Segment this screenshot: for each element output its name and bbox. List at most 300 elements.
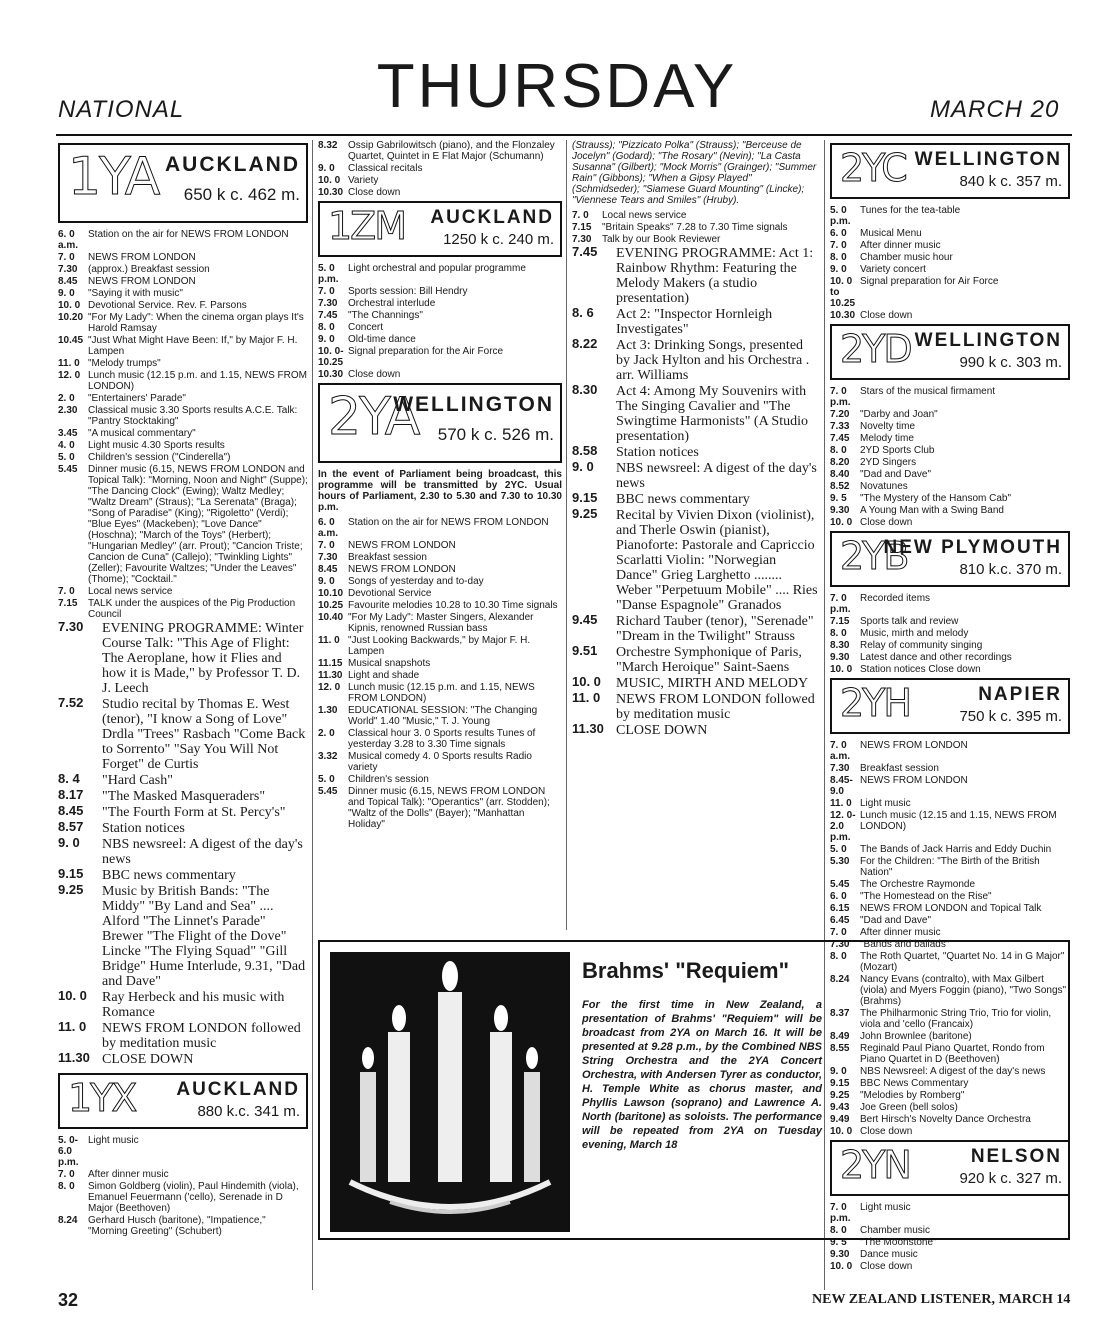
program-time: 8. 0 — [830, 445, 847, 456]
program-time: 7. 0 p.m. — [830, 593, 851, 615]
program-time: 10. 0 to 10.25 — [830, 276, 856, 309]
program-description: BBC News Commentary — [860, 1078, 969, 1089]
station-frequency: 810 k.c. 370 m. — [959, 561, 1062, 578]
program-entry — [830, 481, 1070, 492]
program-description: Songs of yesterday and to-day — [348, 576, 484, 587]
program-time: 8.45 — [318, 564, 338, 575]
program-description: Devotional Service. Rev. F. Parsons — [88, 300, 247, 311]
program-time: 8.24 — [58, 1215, 78, 1226]
program-time: 8.52 — [830, 481, 850, 492]
program-description: Children's session — [348, 774, 429, 785]
program-time: 10.30 — [318, 369, 344, 380]
program-time: 9. 5 — [830, 493, 847, 504]
program-entry — [318, 163, 562, 174]
program-entry — [318, 635, 562, 657]
column-1 — [58, 140, 308, 1280]
program-time: 8.45 — [58, 276, 78, 287]
program-time: 5. 0 p.m. — [830, 205, 851, 227]
program-description: Classical hour 3. 0 Sports results Tunes of yesterday 3.28 to 3.30 Time signals — [348, 728, 536, 750]
program-description: NEWS FROM LONDON followed by meditation music — [102, 1021, 301, 1051]
program-time: 7.30 — [830, 763, 850, 774]
program-entry — [58, 773, 308, 788]
program-description: NBS newsreel: A digest of the day's news — [102, 837, 303, 867]
program-time: 5. 0-6.0 p.m. — [58, 1135, 79, 1168]
column-divider — [566, 140, 567, 930]
program-description: Melody time — [860, 433, 914, 444]
program-entry — [830, 775, 1070, 797]
program-list — [58, 1135, 308, 1237]
station-city: NELSON — [970, 1146, 1062, 1167]
program-time: 10. 0 — [830, 1261, 853, 1272]
station-box-1zm — [318, 201, 562, 257]
program-description: Variety — [348, 175, 379, 186]
station-city: WELLINGTON — [393, 393, 554, 416]
program-time: 10.30 — [830, 310, 856, 321]
page-number: 32 — [58, 1290, 79, 1310]
program-entry — [58, 884, 308, 989]
program-time: 5.45 — [58, 464, 78, 475]
program-time: 10.20 — [58, 312, 84, 323]
program-entry — [830, 421, 1070, 432]
program-time: 11.30 — [318, 670, 343, 681]
program-description: The Philharmonic String Trio, Trio for violin, viola and 'cello (Francaix) — [860, 1008, 1052, 1030]
program-description: "Darby and Joan" — [860, 409, 938, 420]
program-time: 7.45 — [318, 310, 338, 321]
program-entry — [58, 1135, 308, 1168]
station-box-2ya — [318, 383, 562, 463]
program-description: NBS Newsreel: A digest of the day's news — [860, 1066, 1046, 1077]
program-description: Close down — [348, 187, 401, 198]
program-time: 7.45 — [830, 433, 850, 444]
station-frequency: 920 k c. 327 m. — [959, 1170, 1062, 1187]
program-list — [830, 205, 1070, 321]
program-time: 8.30 — [830, 640, 850, 651]
program-time: 10. 0-10.25 — [318, 346, 344, 368]
program-time: 10. 0 — [58, 988, 87, 1003]
program-entry — [58, 1021, 308, 1051]
program-entry — [572, 234, 820, 245]
program-description: "Bands and ballads" — [860, 939, 950, 950]
publication-footer: NEW ZEALAND LISTENER, MARCH 14 — [812, 1292, 1071, 1307]
program-description: Gerhard Husch (baritone), "Impatience," "Morning Greeting" (Schubert) — [88, 1215, 266, 1237]
program-time: 7.30 — [318, 298, 338, 309]
program-entry — [830, 891, 1070, 902]
station-frequency: 650 k c. 462 m. — [183, 185, 300, 204]
program-entry — [58, 300, 308, 311]
program-time: 7.15 — [830, 616, 850, 627]
program-time: 9. 0 — [318, 576, 335, 587]
program-time: 9. 0 — [58, 835, 80, 850]
program-entry — [830, 228, 1070, 239]
program-entry — [572, 508, 820, 613]
program-time: 8.57 — [58, 819, 84, 834]
program-description: CLOSE DOWN — [616, 723, 708, 738]
feature-heading: Brahms' "Requiem" — [582, 958, 790, 983]
program-description: Dance music — [860, 1249, 918, 1260]
station-frequency: 750 k c. 395 m. — [959, 708, 1062, 725]
program-entry — [58, 586, 308, 597]
program-entry — [318, 612, 562, 634]
program-description: Local news service — [602, 210, 687, 221]
station-city: AUCKLAND — [165, 153, 300, 176]
program-time: 5. 0 — [318, 774, 335, 785]
dinner-music-continued: (Strauss); "Pizzicato Polka" (Strauss); "Berceuse de Jocelyn" (Godard); "The Rosary" (Nevin); "La Casta Susanna" (Gilbert); "Mock Morris" (Grainger); "Summer Rain" (Gibbons); "When a Gipsy Played" (Schmidseder); "Siamese Guard Mounting" (Lincke); "Viennese Tears and Smiles" (Hruby). — [572, 140, 817, 206]
program-time: 3.32 — [318, 751, 338, 762]
program-description: John Brownlee (baritone) — [860, 1031, 972, 1042]
program-time: 8. 0 — [830, 951, 847, 962]
program-description: After dinner music — [88, 1169, 169, 1180]
program-entry — [58, 789, 308, 804]
program-entry — [318, 728, 562, 750]
program-description: NEWS FROM LONDON and Topical Talk — [860, 903, 1042, 914]
program-entry — [572, 492, 820, 507]
program-entry — [572, 461, 820, 491]
program-time: 10. 0 — [830, 517, 853, 528]
program-entry — [572, 723, 820, 738]
header-rule — [56, 134, 1072, 136]
station-call-sign: 2YD — [840, 327, 911, 371]
program-time: 7.30 — [830, 939, 850, 950]
program-description: Favourite melodies 10.28 to 10.30 Time signals — [348, 600, 558, 611]
program-description: NEWS FROM LONDON — [348, 540, 456, 551]
program-time: 11.15 — [318, 658, 343, 669]
program-time: 7. 0 p.m. — [830, 1202, 851, 1224]
program-time: 4. 0 — [58, 440, 75, 451]
program-entry — [318, 552, 562, 563]
program-time: 2. 0 — [318, 728, 335, 739]
program-description: Stars of the musical firmament — [860, 386, 996, 397]
program-entry — [318, 140, 562, 162]
program-time: 8.45-9.0 — [830, 775, 853, 797]
program-entry — [58, 358, 308, 369]
program-entry — [58, 252, 308, 263]
program-description: Lunch music (12.15 p.m. and 1.15, NEWS FROM LONDON) — [348, 682, 535, 704]
program-time: 7.30 — [318, 552, 338, 563]
program-entry — [572, 445, 820, 460]
program-entry — [318, 564, 562, 575]
program-entry — [830, 664, 1070, 675]
program-entry — [318, 517, 562, 539]
program-description: "The Homestead on the Rise" — [860, 891, 992, 902]
evening-program-list — [58, 621, 308, 1067]
station-city: AUCKLAND — [176, 1079, 300, 1100]
program-entry — [318, 588, 562, 599]
program-description: Signal preparation for the Air Force — [348, 346, 504, 357]
column-3 — [572, 140, 820, 930]
program-time: 8.20 — [830, 457, 850, 468]
program-entry — [830, 844, 1070, 855]
program-time: 10.45 — [58, 335, 84, 346]
program-description: "Saying it with music" — [88, 288, 183, 299]
program-description: "Entertainers' Parade" — [88, 393, 186, 404]
program-time: 9.25 — [830, 1090, 850, 1101]
program-description: "The Fourth Form at St. Percy's" — [102, 805, 286, 820]
program-time: 7.15 — [58, 598, 78, 609]
station-city: AUCKLAND — [430, 207, 554, 228]
program-description: Joe Green (bell solos) — [860, 1102, 958, 1113]
program-description: Local news service — [88, 586, 173, 597]
station-box-2yd — [830, 324, 1070, 380]
program-description: NEWS FROM LONDON followed by meditation music — [616, 692, 815, 722]
program-description: Music by British Bands: "The Middy" "By Land and Sea" .... Alford "The Linnet's Parade" Brewer "The Flight of the Dove" Lincke "The Flying Squad" "Gill Bridge" Hume Interlude, 9.31, "Dad and Dave" — [102, 884, 306, 989]
program-time: 9.15 — [58, 866, 84, 881]
program-time: 7. 0 — [58, 1169, 75, 1180]
program-entry — [318, 298, 562, 309]
evening-program-list — [572, 246, 820, 738]
program-description: Classical music 3.30 Sports results A.C.E. Talk: "Pantry Stocktaking" — [88, 405, 298, 427]
program-entry — [318, 369, 562, 380]
program-entry — [58, 1169, 308, 1180]
program-description: Act 3: Drinking Songs, presented by Jack Hylton and his Orchestra . arr. Williams — [616, 338, 810, 383]
program-time: 5. 0 — [58, 452, 75, 463]
program-entry — [58, 405, 308, 427]
station-city: WELLINGTON — [914, 330, 1062, 351]
station-call-sign: 2YB — [840, 534, 908, 578]
program-entry — [830, 810, 1070, 843]
program-entry — [830, 763, 1070, 774]
date-label: MARCH 20 — [930, 96, 1060, 123]
program-time: 7. 0 a.m. — [830, 740, 851, 762]
program-entry — [572, 614, 820, 644]
program-description: "Just What Might Have Been: If," by Major F. H. Lampen — [88, 335, 298, 357]
program-time: 7.30 — [58, 619, 84, 634]
program-description: Ray Herbeck and his music with Romance — [102, 990, 285, 1020]
program-description: "A musical commentary" — [88, 428, 196, 439]
program-time: 8.45 — [58, 803, 84, 818]
station-box-2yh — [830, 678, 1070, 734]
program-entry — [830, 903, 1070, 914]
program-description: Close down — [860, 310, 913, 321]
program-description: Close down — [348, 369, 401, 380]
station-frequency: 1250 k c. 240 m. — [443, 231, 554, 248]
program-time: 9.45 — [572, 612, 598, 627]
program-entry — [58, 393, 308, 404]
program-description: (approx.) Breakfast session — [88, 264, 210, 275]
program-entry — [830, 1261, 1070, 1272]
program-description: "For My Lady": Master Singers, Alexander Kipnis, renowned Russian bass — [348, 612, 534, 634]
program-time: 3.45 — [58, 428, 78, 439]
program-description: CLOSE DOWN — [102, 1052, 194, 1067]
program-description: EVENING PROGRAMME: Act 1: Rainbow Rhythm: Featuring the Melody Makers (a studio presentation) — [616, 246, 814, 306]
candle-icon — [330, 952, 570, 1232]
program-description: After dinner music — [860, 240, 941, 251]
program-entry — [830, 433, 1070, 444]
program-time: 6. 0 — [830, 228, 847, 239]
program-time: 10. 0 — [830, 664, 853, 675]
program-description: Light music 4.30 Sports results — [88, 440, 225, 451]
program-description: Novelty time — [860, 421, 916, 432]
program-time: 10. 0 — [58, 300, 81, 311]
program-list — [830, 386, 1070, 528]
station-box-1yx — [58, 1073, 308, 1129]
program-time: 9. 0 — [58, 288, 75, 299]
program-entry — [318, 786, 562, 830]
program-entry — [58, 837, 308, 867]
program-description: Dinner music (6.15, NEWS FROM LONDON and Topical Talk): "Morning, Noon and Night" (Suppe); "The Dancing Clock" (Ewing); Waltz Medley; "Waltz Dream" (Straus); "La Serenata" (Braga); "Song of Paradise" (King); "Rigoletto" (Verdi); "Blue Eyes" (Mackeben); "Love Dance" (Hoschna); "March of the Toys" (Herbert); "Hungarian Medley" (arr. Prout); "Cancion Triste; Cancion de Cuna" (Callejo); "Twinkling Lights" (Zeller); Favourite Waltzes; "Under the Leaves" (Thome); "Cocktail." — [88, 464, 308, 585]
region-label: NATIONAL — [58, 96, 185, 123]
program-description: 2YD Singers — [860, 457, 917, 468]
program-entry — [830, 445, 1070, 456]
program-description: Musical snapshots — [348, 658, 431, 669]
program-entry — [830, 616, 1070, 627]
program-description: "Melodies by Romberg" — [860, 1090, 965, 1101]
program-entry — [572, 645, 820, 675]
program-time: 10.30 — [318, 187, 344, 198]
program-entry — [830, 1249, 1070, 1260]
program-time: 6. 0 a.m. — [58, 229, 79, 251]
program-description: Variety concert — [860, 264, 926, 275]
program-entry — [830, 652, 1070, 663]
program-entry — [830, 505, 1070, 516]
program-entry — [830, 310, 1070, 321]
program-description: The Bands of Jack Harris and Eddy Duchin — [860, 844, 1052, 855]
program-entry — [318, 346, 562, 368]
station-frequency: 990 k c. 303 m. — [959, 354, 1062, 371]
program-time: 7. 0 — [58, 252, 75, 263]
program-description: Station on the air for NEWS FROM LONDON — [88, 229, 289, 240]
program-entry — [572, 692, 820, 722]
program-time: 9. 0 — [830, 264, 847, 275]
program-description: "The Masked Masqueraders" — [102, 789, 266, 804]
program-time: 8.55 — [830, 1043, 850, 1054]
program-description: Studio recital by Thomas E. West (tenor), "I know a Song of Love" Drdla "Trees" Rasbach "Come Back to Sorrento" "Say You Will Not Forget" de Curtis — [102, 697, 306, 772]
program-description: Ossip Gabrilowitsch (piano), and the Flonzaley Quartet, Quintet in E Flat Major (Schumann) — [348, 140, 555, 162]
program-description: Act 4: Among My Souvenirs with The Singing Cavalier and "The Swingtime Harmonists" (A Studio presentation) — [616, 384, 809, 444]
program-description: "Just Looking Backwards," by Major F. H. Lampen — [348, 635, 531, 657]
program-description: "Dad and Dave" — [860, 915, 932, 926]
program-description: Devotional Service — [348, 588, 432, 599]
program-time: 8.22 — [572, 336, 598, 351]
program-time: 11. 0 — [58, 358, 80, 369]
program-entry — [318, 263, 562, 285]
feature-text: For the first time in New Zealand, a presentation of Brahms' "Requiem" will be broadcast from 2YA on March 16. It will be presented at 9.28 p.m., by the Combined NBS String Orchestra and the 2YA Concert Orchestra, with Andersen Tyrer as conductor, H. Temple White as chorus master, and Phyllis Lawson (soprano) and Lawrence A. North (baritone) as soloists. The performance will be repeated from 2YA on Tuesday evening, March 18 — [582, 999, 822, 1151]
program-time: 6.15 — [830, 903, 850, 914]
program-list — [318, 263, 562, 380]
program-description: EDUCATIONAL SESSION: "The Changing World" 1.40 "Music," T. J. Young — [348, 705, 538, 727]
program-entry — [318, 774, 562, 785]
program-time: 7.20 — [830, 409, 850, 420]
program-time: 10.25 — [318, 600, 344, 611]
program-entry — [58, 821, 308, 836]
program-description: Orchestral interlude — [348, 298, 436, 309]
program-time: 5. 0 p.m. — [318, 263, 339, 285]
program-entry — [830, 879, 1070, 890]
program-description: Old-time dance — [348, 334, 416, 345]
program-description: Station notices — [616, 445, 699, 460]
program-description: NEWS FROM LONDON — [88, 252, 196, 263]
program-time: 1.30 — [318, 705, 338, 716]
station-frequency: 880 k.c. 341 m. — [197, 1103, 300, 1120]
program-time: 9. 0 — [318, 334, 335, 345]
program-entry — [830, 493, 1070, 504]
program-time: 7. 0 — [830, 927, 847, 938]
program-description: Chamber music — [860, 1225, 931, 1236]
program-time: 8. 0 — [58, 1181, 75, 1192]
station-box-2yb — [830, 531, 1070, 587]
program-entry — [318, 334, 562, 345]
program-description: Music, mirth and melody — [860, 628, 969, 639]
program-entry — [830, 927, 1070, 938]
program-entry — [830, 915, 1070, 926]
candles-illustration — [330, 952, 570, 1232]
page-title: THURSDAY — [376, 52, 738, 121]
program-description: Light and shade — [348, 670, 420, 681]
program-time: 7.52 — [58, 695, 84, 710]
program-entry — [572, 338, 820, 383]
program-description: Signal preparation for Air Force — [860, 276, 999, 287]
program-time: 9. 0 — [318, 163, 335, 174]
program-entry — [58, 1052, 308, 1067]
program-description: Dinner music (6.15, NEWS FROM LONDON and Topical Talk): "Operantics" (arr. Stodden); "Waltz of the Dolls" (Bayer); "Manhattan Holiday" — [348, 786, 550, 830]
program-time: 2.30 — [58, 405, 78, 416]
program-time: 11. 0 — [830, 798, 852, 809]
column-2 — [318, 140, 562, 930]
program-time: 8. 0 — [830, 628, 847, 639]
program-description: BBC news commentary — [616, 492, 750, 507]
program-time: 9.25 — [58, 882, 84, 897]
program-time: 8. 6 — [572, 305, 594, 320]
program-time: 7.45 — [572, 244, 598, 259]
program-description: "Dad and Dave" — [860, 469, 932, 480]
program-time: 8.40 — [830, 469, 850, 480]
program-time: 5.45 — [318, 786, 338, 797]
program-time: 11. 0 — [572, 690, 601, 705]
program-list — [318, 140, 562, 198]
program-description: Close down — [860, 1126, 913, 1137]
program-description: Reginald Paul Piano Quartet, Rondo from Piano Quartet in D (Beethoven) — [860, 1043, 1045, 1065]
program-description: Relay of community singing — [860, 640, 983, 651]
program-entry — [58, 990, 308, 1020]
program-time: 9.30 — [830, 1249, 850, 1260]
station-city: WELLINGTON — [914, 149, 1062, 170]
program-time: 7. 0 — [572, 210, 589, 221]
program-entry — [830, 628, 1070, 639]
program-description: Breakfast session — [348, 552, 427, 563]
program-description: "Melody trumps" — [88, 358, 161, 369]
program-description: Simon Goldberg (violin), Paul Hindemith (viola), Emanuel Feuermann ('cello), Serenade in D Major (Beethoven) — [88, 1181, 299, 1214]
program-entry — [318, 322, 562, 333]
program-description: Station on the air for NEWS FROM LONDON — [348, 517, 549, 528]
program-entry — [572, 676, 820, 691]
program-entry — [830, 856, 1070, 878]
parliament-note: In the event of Parliament being broadcast, this programme will be transmitted by 2YC. Usual hours of Parliament, 2.30 to 5.30 and 7.30 to 10.30 p.m. — [318, 469, 562, 513]
station-frequency: 570 k c. 526 m. — [437, 425, 554, 444]
program-description: "Britain Speaks" 7.28 to 7.30 Time signals — [602, 222, 788, 233]
program-time: 12. 0 — [318, 682, 341, 693]
program-description: For the Children: "The Birth of the British Nation" — [860, 856, 1040, 878]
program-time: 8. 0 — [830, 1225, 847, 1236]
program-list — [318, 517, 562, 830]
program-time: 10.10 — [318, 588, 344, 599]
program-description: Classical recitals — [348, 163, 423, 174]
program-description: Light music — [88, 1135, 139, 1146]
program-description: MUSIC, MIRTH AND MELODY — [616, 676, 809, 691]
program-description: Breakfast session — [860, 763, 939, 774]
program-entry — [58, 288, 308, 299]
program-entry — [58, 621, 308, 696]
program-time: 9.15 — [830, 1078, 850, 1089]
program-entry — [830, 469, 1070, 480]
program-description: Orchestre Symphonique of Paris, "March Heroique" Saint-Saens — [616, 645, 802, 675]
program-description: Sports talk and review — [860, 616, 959, 627]
program-entry — [572, 307, 820, 337]
station-box-2yc — [830, 143, 1070, 199]
program-description: Light music — [860, 1202, 911, 1213]
program-time: 11.30 — [572, 721, 604, 736]
program-description: After dinner music — [860, 927, 941, 938]
program-time: 11.30 — [58, 1050, 90, 1065]
program-entry — [58, 697, 308, 772]
